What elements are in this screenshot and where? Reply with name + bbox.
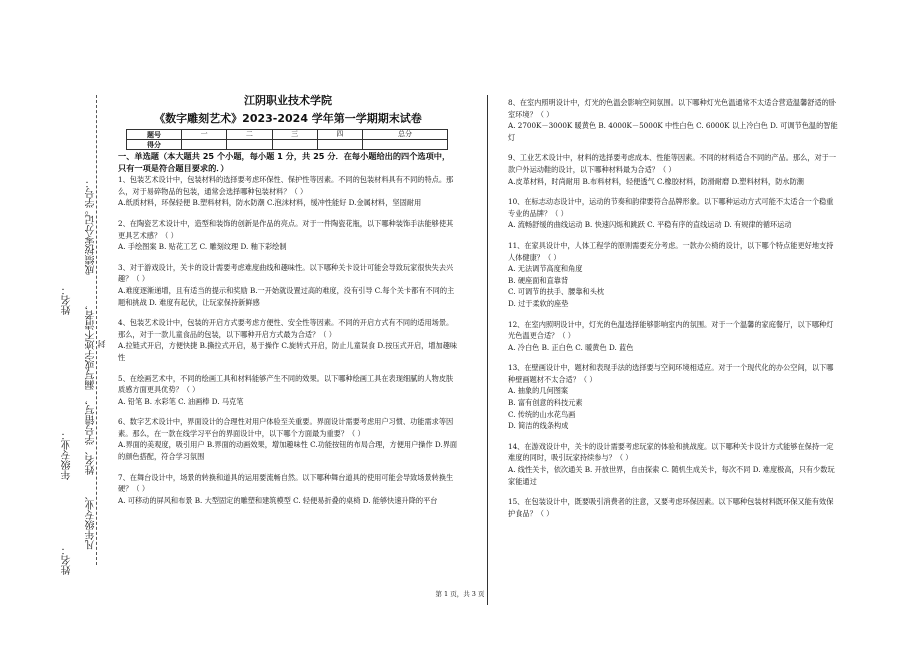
question-stem: 15、在包装设计中，既要吸引消费者的注意，又要考虑环保因素。以下哪种包装材料既环保又能有效保护食品？（ ）	[508, 497, 834, 518]
score-header-cell: 题号	[127, 130, 182, 140]
score-header-cell: 四	[317, 130, 362, 140]
question-stem: 8、在室内照明设计中，灯光的色温会影响空间氛围。以下哪种灯光色温通常不太适合营造温馨舒适的卧室环境？（ ）	[508, 98, 837, 119]
score-table-score-row	[127, 140, 448, 150]
question	[508, 441, 840, 487]
question-options: A. 线性关卡，依次通关 B. 开放世界，自由探索 C. 随机生成关卡，每次不同 D. 难度极高，只有少数玩家能通过	[508, 465, 835, 486]
question-option: B. 硬座面和直靠背	[508, 275, 569, 285]
question-option: C. 可调节的扶手、腰靠和头枕	[508, 287, 605, 297]
question-options: A.难度逐渐递增，且有适当的提示和奖励 B.一开始就设置过高的难度，没有引导 C.每个关卡都有不同的主题和挑战 D. 难度有起伏，让玩家保持新鲜感	[118, 285, 455, 307]
question-options: A. 铅笔 B. 水彩笔 C. 油画棒 D. 马克笔	[118, 396, 244, 406]
question	[118, 472, 458, 507]
score-header-cell: 总分	[363, 130, 448, 140]
question-stem: 11、在家具设计中，人体工程学的原则需要充分考虑。一款办公椅的设计，以下哪个特点能更好地支持人体健康？（ ）	[508, 240, 834, 262]
question-option: D. 过于柔软的座垫	[508, 298, 569, 308]
question-options: A.拉链式开启，方便快捷 B.撕拉式开启，易于操作 C.旋转式开启，防止儿童误食 D.按压式开启，增加趣味性	[118, 341, 458, 362]
question-options: A. 2700K－3000K 暖黄色 B. 4000K－5000K 中性白色 C. 6000K 以上冷白色 D. 可调节色温的智能灯	[508, 121, 838, 142]
question-stem: 5、在绘画艺术中，不同的绘画工具和材料能够产生不同的效果。以下哪种绘画工具在表现细腻的人物皮肤质感方面更具优势？（ ）	[118, 373, 454, 395]
score-cell	[363, 140, 448, 150]
school-name: 江阴职业技术学院	[244, 94, 332, 107]
exam-title: 《数字雕刻艺术》2023-2024 学年第一学期期末试卷	[154, 111, 422, 125]
score-table	[126, 129, 448, 150]
question-option: D. 简洁的线条构成	[508, 421, 569, 431]
score-header-cell: 二	[227, 130, 272, 140]
question	[508, 496, 840, 519]
score-header-cell: 三	[272, 130, 317, 140]
question-stem: 3、对于游戏设计，关卡的设计需要考虑难度曲线和趣味性。以下哪种关卡设计可能会导致玩家很快失去兴趣？（ ）	[118, 262, 454, 284]
question-stem: 2、在陶瓷艺术设计中，造型和装饰的创新是作品的亮点。对于一件陶瓷花瓶，以下哪种装饰手法能够使其更具艺术感？（ ）	[118, 218, 454, 240]
name-label: 姓名：	[62, 285, 73, 315]
question	[508, 362, 840, 432]
question-options: A.皮革材料，时尚耐用 B.布料材料，轻便透气 C.橡胶材料，防滑耐磨 D.塑料材料，防水防潮	[508, 176, 804, 186]
question-options: A.界面的美观度，吸引用户 B.界面的动画效果，增加趣味性 C.功能按钮的布局合理，方便用户操作 D.界面的颜色搭配，符合学习氛围	[118, 440, 458, 462]
score-row-label: 得分	[127, 140, 182, 150]
question-stem: 12、在室内照明设计中，灯光的色温选择能够影响室内的氛围。对于一个温馨的家庭餐厅，以下哪种灯光色温更合适？（ ）	[508, 319, 834, 341]
question	[118, 373, 458, 408]
question	[118, 174, 458, 209]
binding-dash-line	[96, 95, 97, 565]
binding-notice-2: 漏写或字迹不清者，	[86, 300, 97, 390]
student-id-label: 学号：	[86, 178, 97, 208]
question	[508, 240, 840, 310]
question-stem: 13、在壁画设计中，题材和表现手法的选择要与空间环境相适应。对于一个现代化的办公空间，以下哪种壁画题材不太合适？（ ）	[508, 363, 834, 384]
question-option: B. 富有创意的科技元素	[508, 398, 583, 408]
question-stem: 9、工业艺术设计中，材料的选择要考虑成本、性能等因素。不同的材料适合不同的产品。那么，对于一款户外运动鞋的设计，以下哪种材料最为合适？（ ）	[508, 153, 837, 174]
question-option: C. 传统的山水花鸟画	[508, 409, 576, 419]
question	[118, 218, 458, 253]
question	[508, 152, 840, 187]
name-label-2: 姓名：	[62, 545, 73, 575]
question-options: A. 可移动的屏风和布景 B. 大型固定的雕塑和建筑模型 C. 轻便易折叠的桌椅 D. 能够快速升降的平台	[118, 495, 438, 505]
question-stem: 14、在游戏设计中，关卡的设计需要考虑玩家的体验和挑战度。以下哪种关卡设计方式能够在保持一定难度的同时，吸引玩家持续参与？（ ）	[508, 441, 834, 463]
question	[508, 319, 840, 354]
binding-margin	[0, 0, 110, 651]
right-column	[508, 97, 840, 528]
score-cell	[272, 140, 317, 150]
column-divider	[487, 95, 488, 605]
score-cell	[227, 140, 272, 150]
score-cell	[182, 140, 227, 150]
page-footer: 第 1 页，共 3 页	[435, 590, 485, 598]
left-column	[118, 95, 458, 515]
question-options: A. 冷白色 B. 正白色 C. 暖黄色 D. 蓝色	[508, 342, 634, 352]
binding-notice-1: 成绩按零分记。	[86, 205, 97, 275]
question-stem: 6、数字艺术设计中，界面设计的合理性对用户体验至关重要。界面设计需要考虑用户习惯、功能需求等因素。那么，在一款在线学习平台的界面设计中，以下哪个方面最为重要？（ ）	[118, 417, 454, 438]
binding-notice-4: 凡年级专业、	[86, 490, 97, 550]
score-table-header-row	[127, 130, 448, 140]
question	[508, 196, 840, 231]
question-stem: 7、在舞台设计中，场景的转换和道具的运用要流畅自然。以下哪种舞台道具的使用可能会导致场景转换生硬？（ ）	[118, 472, 454, 494]
question	[508, 97, 840, 143]
binding-notice-3: 姓名、学号错写，	[86, 395, 97, 475]
question-stem: 10、在标志动态设计中，运动的节奏和韵律要符合品牌形象。以下哪种运动方式可能不太适合一个稳重专业的品牌？（ ）	[508, 197, 834, 218]
question-options: A. 流畅舒缓的曲线运动 B. 快速闪烁和跳跃 C. 平稳有序的直线运动 D. 有规律的循环运动	[508, 220, 792, 230]
question-options: A.纸质材料，环保轻便 B.塑料材料，防水防潮 C.泡沫材料，缓冲性能好 D.金属材料，坚固耐用	[118, 198, 422, 208]
score-header-cell: 一	[182, 130, 227, 140]
question-options: A. 手绘图案 B. 贴花工艺 C. 雕刻纹理 D. 釉下彩绘制	[118, 242, 287, 252]
section-title: 一、单选题（本大题共 25 个小题，每小题 1 分，共 25 分．在每小题给出的四个选项中，只有一项是符合题目要求的．）	[118, 151, 451, 173]
class-label: 年级专业：	[62, 430, 73, 480]
question-option: A. 抽象的几何图案	[508, 386, 569, 396]
question-option: A. 无法调节高度和角度	[508, 264, 583, 274]
score-cell	[317, 140, 362, 150]
question-stem: 4、包装艺术设计中，包装的开启方式要考虑方便性、安全性等因素。不同的开启方式有不同的适用场景。那么，对于一款儿童食品的包装，以下哪种开启方式最为合适？（ ）	[118, 318, 454, 339]
question	[118, 262, 458, 308]
question	[118, 317, 458, 363]
seal-mark: 封	[97, 340, 106, 348]
question	[118, 416, 458, 462]
question-stem: 1、包装艺术设计中，包装材料的选择要考虑环保性、保护性等因素。不同的包装材料具有不同的特点。那么，对于易碎物品的包装，通常会选择哪种包装材料？（ ）	[118, 175, 454, 196]
